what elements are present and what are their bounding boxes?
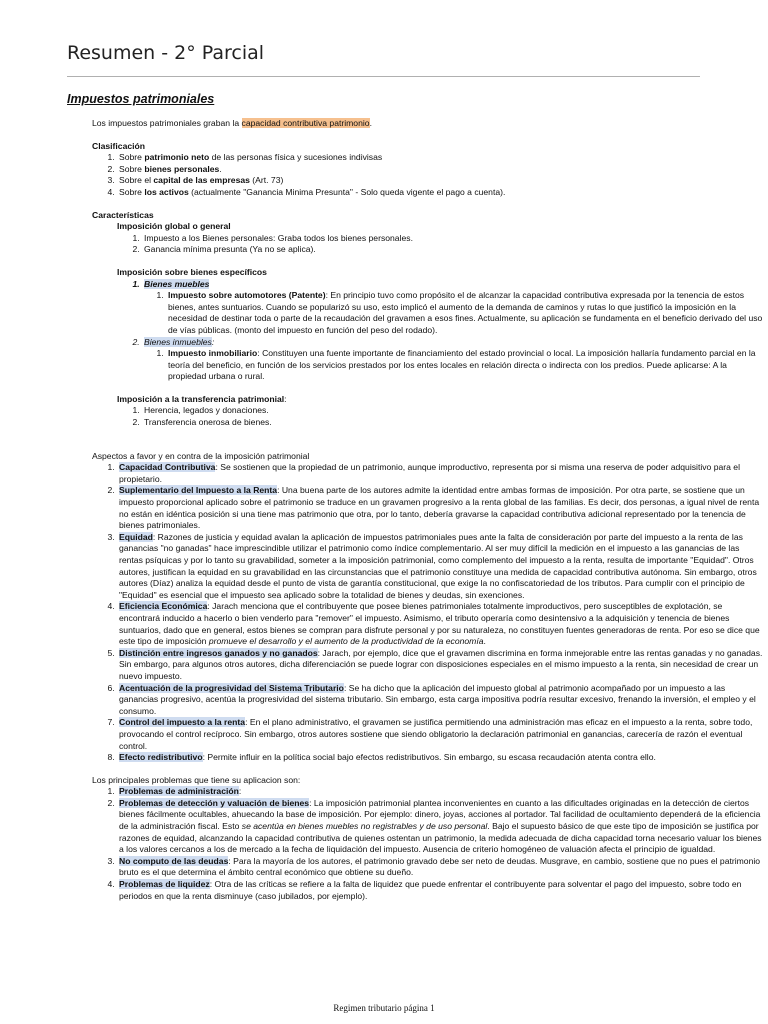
list-item: 3. Sobre el capital de las empresas (Art. 73) [117,175,764,187]
list-item: 8. Efecto redistributivo: Permite influir en la política social bajo efectos redistributivos. Sin embargo, su escasa recaudación atenta contra ello. [117,752,764,764]
transferencia-block [117,394,764,429]
problemas-list [92,786,764,902]
list-item: 3. Equidad: Razones de justicia y equidad avalan la aplicación de impuestos patrimoniales pues ante la falta de consideración por parte del impuesto a la renta de las ganancias "no ganadas" hace imprescindible utilizar el patrimonio como índice complementario. Al ser muy difícil la medición en el impuesto a las ganancias de las rentas psíquicas y por lo tanto su gravabilidad, someter a la imposición patrimonial, como complemento del impuesto a la renta, resulta de importante "Equidad". Otros autores, justifican la equidad en su gravabilidad en las circunstancias que el patrimonio constituye una medida de capacidad contributiva autónoma. Sin embargo, otros autores (Díaz) analiza la equidad desde el punto de vista de garantía constitucional, que exige la no confiscatoriedad de los tributos. Para cumplir con el principio de "Equidad" es esencial que el impuesto sea aplicado sobre la totalidad de bienes y deudas, sin exenciones. [117,532,764,602]
list-item [142,279,764,337]
list-item: 3. No computo de las deudas: Para la mayoría de los autores, el patrimonio gravado debe ser neto de deudas. Musgrave, en cambio, sostiene que no pues el patrimonio bruto es el que determina el ámbito central económico que obtiene su dueño. [117,856,764,879]
aspectos-heading: Aspectos a favor y en contra de la imposición patrimonial [92,450,310,461]
global-block [117,221,764,256]
title-rule [67,76,700,77]
list-item: 1. Problemas de administración: [117,786,764,798]
aspectos-list [92,462,764,763]
inmuebles-label: Bienes inmuebles [144,336,212,347]
list-item: 2. Ganancia mínima presunta (Ya no se aplica). [142,244,764,256]
list-item: 4. Problemas de liquidez: Otra de las críticas se refiere a la falta de liquidez que puede enfrentar el contribuyente para solventar el pago del impuesto, sobre todo en periodos en que la renta disminuye (caso jubilados, por ejemplo). [117,879,764,902]
problemas-heading: Los principales problemas que tiene su aplicacion son: [92,774,301,785]
list-item: 2. Sobre bienes personales. [117,164,764,176]
page-title: Resumen - 2° Parcial [67,42,265,64]
intro-paragraph [92,118,764,130]
clasificacion-list [92,152,764,198]
muebles-list [144,290,764,336]
list-item: 2. Suplementario del Impuesto a la Renta: Una buena parte de los autores admite la identidad entre ambas formas de imposición. Por otra parte, se sostiene que un impuesto proporcional aplicado sobre el patrimonio se traduce en un gravamen progresivo a la renta global de las familias. Es decir, dos personas, a igual nivel de renta no están en idéntica posición si una tiene mas patrimonio que otra, por lo tanto, debería gravarse la capacidad contributiva adicional representado por la tenencia de bienes patrimoniales. [117,485,764,531]
global-heading: Imposición global o general [117,221,231,232]
list-item: 1. Herencia, legados y donaciones. [142,405,764,417]
list-item: 4. Eficiencia Económica: Jarach menciona que el contribuyente que posee bienes patrimoniales totalmente improductivos, pero susceptibles de explotación, se encontrará inducido a hacerlo o bien venderlo para "remover" el impuesto. Asimismo, el tributo operaría como desintensivo a la adquisición y tenencia de bienes suntuarios, dado que en general, estos bienes se compran para disfrute personal y por su naturaleza, no constituyen fuentes generadoras de renta. Por eso se dice que este tipo de imposición promueve el desarrollo y el aumento de la productividad de la economía. [117,601,764,647]
list-item: 2. Transferencia onerosa de bienes. [142,417,764,429]
muebles-label: Bienes muebles [144,278,210,289]
intro-end: . [369,118,372,128]
transferencia-list [117,405,764,428]
especificos-heading: Imposición sobre bienes específicos [117,266,267,277]
list-item: 1. Capacidad Contributiva: Se sostienen que la propiedad de un patrimonio, aunque improductivo, representa por si misma una reserva de poder adquisitivo para el propietario. [117,462,764,485]
list-item: 1. Impuesto inmobiliario: Constituyen una fuente importante de financiamiento del estado provincial o local. La imposición hallaría fundamento parcial en la teoría del beneficio, en función de los servicios prestados por los entes locales en relación directa o indirecta con los predios. Puede aplicarse: A la propiedad urbana o rural. [166,348,764,383]
inmuebles-list [144,348,764,383]
page-footer: Regimen tributario página 1 [333,1003,435,1013]
list-item: 5. Distinción entre ingresos ganados y no ganados: Jarach, por ejemplo, dice que el gravamen discrimina en forma inmejorable entre las rentas ganadas y no ganadas. Sin embargo, para algunos otros autores, dicha diferenciación se puede lograr con disposiciones especiales en el mismo impuesto a la renta, sin necesidad de crear un nuevo impuesto. [117,648,764,683]
clasificacion-heading: Clasificación [92,140,146,151]
caracteristicas-heading: Características [92,209,154,220]
list-item: 2. Problemas de detección y valuación de bienes: La imposición patrimonial plantea inconvenientes en cuanto a las dificultades originadas en la detección de ciertos bienes fácilmente ocultables, ahuecando la base de imposición. Por ejemplo: dinero, joyas, acciones al portador. Tal facilidad de ocultamiento dependerá de la eficiencia de la administración fiscal. Esto se acentúa en bienes muebles no registrables y de uso personal. Bajo el supuesto básico de que este tipo de imposición se justifica por razones de equidad, alcanzando la capacidad contributiva de quienes ostentan un patrimonio, la medida adecuada de dicha capacidad torna necesario valuar los bienes a los valores cercanos a los de mercado a la fecha de liquidación del impuesto. Ausencia de criterio homogéneo de valuación afecta el principio de igualdad. [117,798,764,856]
list-item: 1. Impuesto a los Bienes personales: Graba todos los bienes personales. [142,233,764,245]
intro-text: Los impuestos patrimoniales graban la [92,118,242,128]
especificos-block [117,267,764,383]
list-item: 7. Control del impuesto a la renta: En el plano administrativo, el gravamen se justifica permitiendo una administración mas eficaz en el impuesto a la renta, sobre todo, provocando el control recíproco. Sin embargo, otros autores sostiene que siendo obligatorio la declaración patrimonial en ganancias, carecería de razón el eventual control. [117,717,764,752]
list-item: 4. Sobre los activos (actualmente "Ganancia Minima Presunta" - Solo queda vigente el pago a cuenta). [117,187,764,199]
list-item: 1. Sobre patrimonio neto de las personas física y sucesiones indivisas [117,152,764,164]
list-item: 6. Acentuación de la progresividad del Sistema Tributario: Se ha dicho que la aplicación del impuesto global al patrimonio acompañado por un impuesto a las ganancias progresivo, acentúa la progresividad del sistema tributario. Sin embargo, esta carga impositiva podría resultar excesivo, frenando la inversión, el empleo y el consumo. [117,683,764,718]
transferencia-heading: Imposición a la transferencia patrimonial: [117,393,287,404]
especificos-list [117,279,764,383]
list-item: 2. Bienes inmuebles: 1. Impuesto inmobiliario: Constituyen una fuente importante de financiamiento del estado provincial o local. La imposición hallaría fundamento parcial en la teoría del beneficio, en función de los servicios prestados por los entes locales en relación directa o indirecta con los predios. Puede aplicarse: A la propiedad urbana o rural. [142,337,764,383]
list-item: 1. Impuesto sobre automotores (Patente): En principio tuvo como propósito el de alcanzar la capacidad contributiva expresada por la tenencia de estos bienes, antes suntuarios. Cuando se popularizó su uso, esto implicó el aumento de la demanda de caminos y rutas lo que justificó la imposición en la necesidad de destinar toda o parte de la recaudación del gravamen a esos fines. Actualmente, su aplicación se fundamenta en el beneficio derivado del uso de vías públicas. (monto del impuesto en función del peso del rodado). [166,290,764,336]
section-heading: Impuestos patrimoniales [67,92,215,106]
document-body [92,118,764,902]
intro-highlight: capacidad contributiva patrimonio [241,118,370,128]
global-list [117,233,764,256]
